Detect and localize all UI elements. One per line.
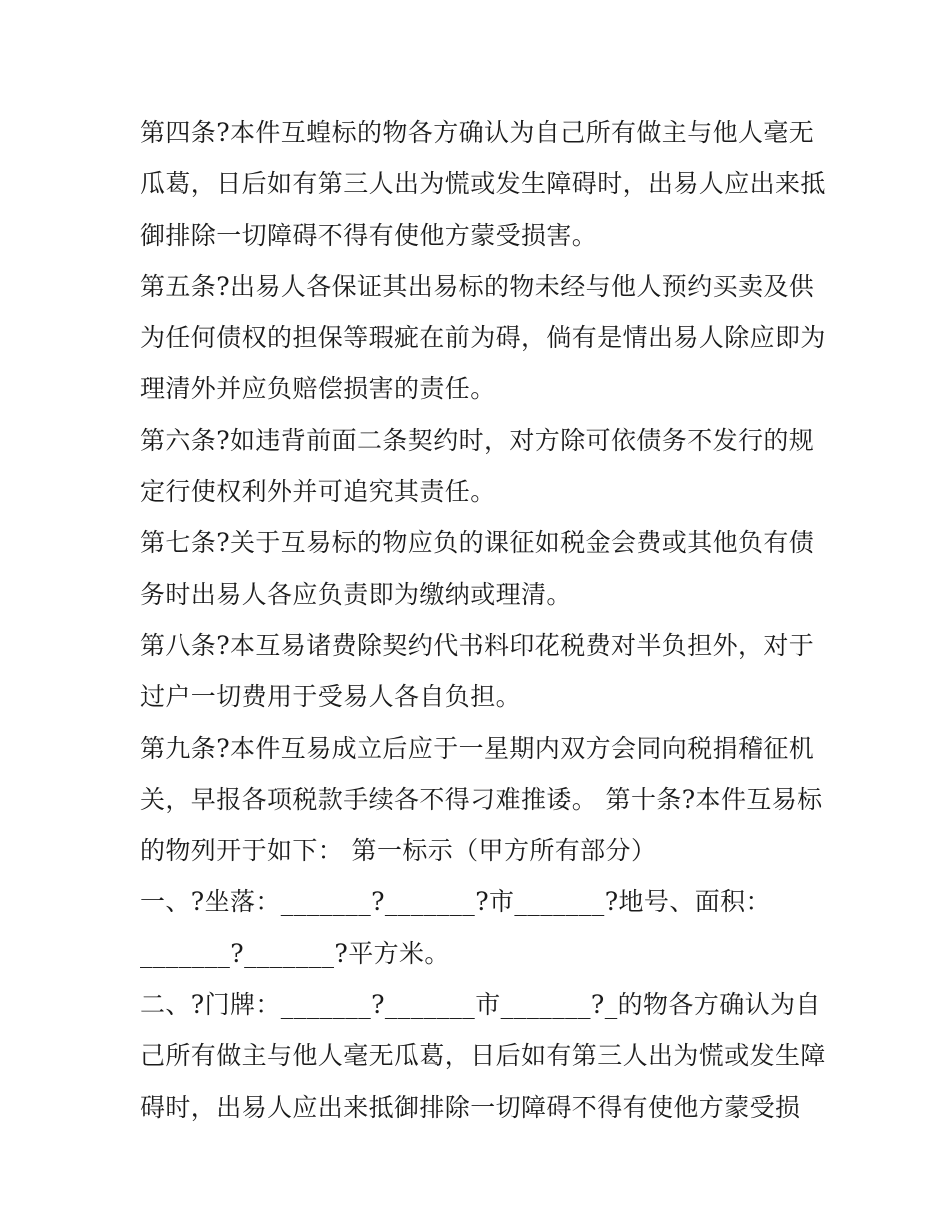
text-line: 第五条?出易人各保证其出易标的物未经与他人预约买卖及供 [140, 271, 815, 301]
text-line: 第四条?本件互蝗标的物各方确认为自己所有做主与他人毫无 [140, 118, 815, 147]
text-line: 过户一切费用于受易人各自负担。 [140, 682, 522, 712]
text-line: 己所有做主与他人毫无瓜葛，日后如有第三人出为慌或发生障 [140, 1041, 826, 1071]
text-line: 理清外并应负赔偿损害的责任。 [140, 374, 496, 404]
text-line: 的物列开于如下： 第一标示（甲方所有部分） [140, 836, 657, 866]
text-line: 二、?门牌：_______?_______市_______?_的物各方确认为自 [140, 990, 821, 1020]
text-line: 定行使权利外并可追究其责任。 [140, 477, 496, 507]
text-line: 为任何债权的担保等瑕疵在前为碍，倘有是情出易人除应即为 [140, 323, 826, 353]
document-body [140, 107, 826, 1133]
text-line: 碍时，出易人应出来抵御排除一切障碍不得有使他方蒙受损 [140, 1092, 801, 1122]
text-line: 关，早报各项税款手续各不得刁难推诿。 第十条?本件互易标 [140, 784, 823, 814]
text-line: 第六条?如违背前面二条契约时，对方除可依债务不发行的规 [140, 425, 815, 455]
text-line: 第八条?本互易诸费除契约代书料印花税费对半负担外，对于 [140, 630, 815, 660]
text-line: 一、?坐落：_______?_______?市_______?地号、面积： [140, 887, 771, 917]
text-line: 第七条?关于互易标的物应负的课征如税金会费或其他负有债 [140, 528, 815, 558]
text-line: 瓜葛，日后如有第三人出为慌或发生障碍时，出易人应出来抵 [140, 169, 826, 199]
text-line: 务时出易人各应负责即为缴纳或理清。 [140, 579, 572, 609]
text-line: _______?_______?平方米。 [140, 938, 450, 968]
text-line: 御排除一切障碍不得有使他方蒙受损害。 [140, 220, 598, 250]
text-line: 第九条?本件互易成立后应于一星期内双方会同向税捐稽征机 [140, 733, 815, 763]
